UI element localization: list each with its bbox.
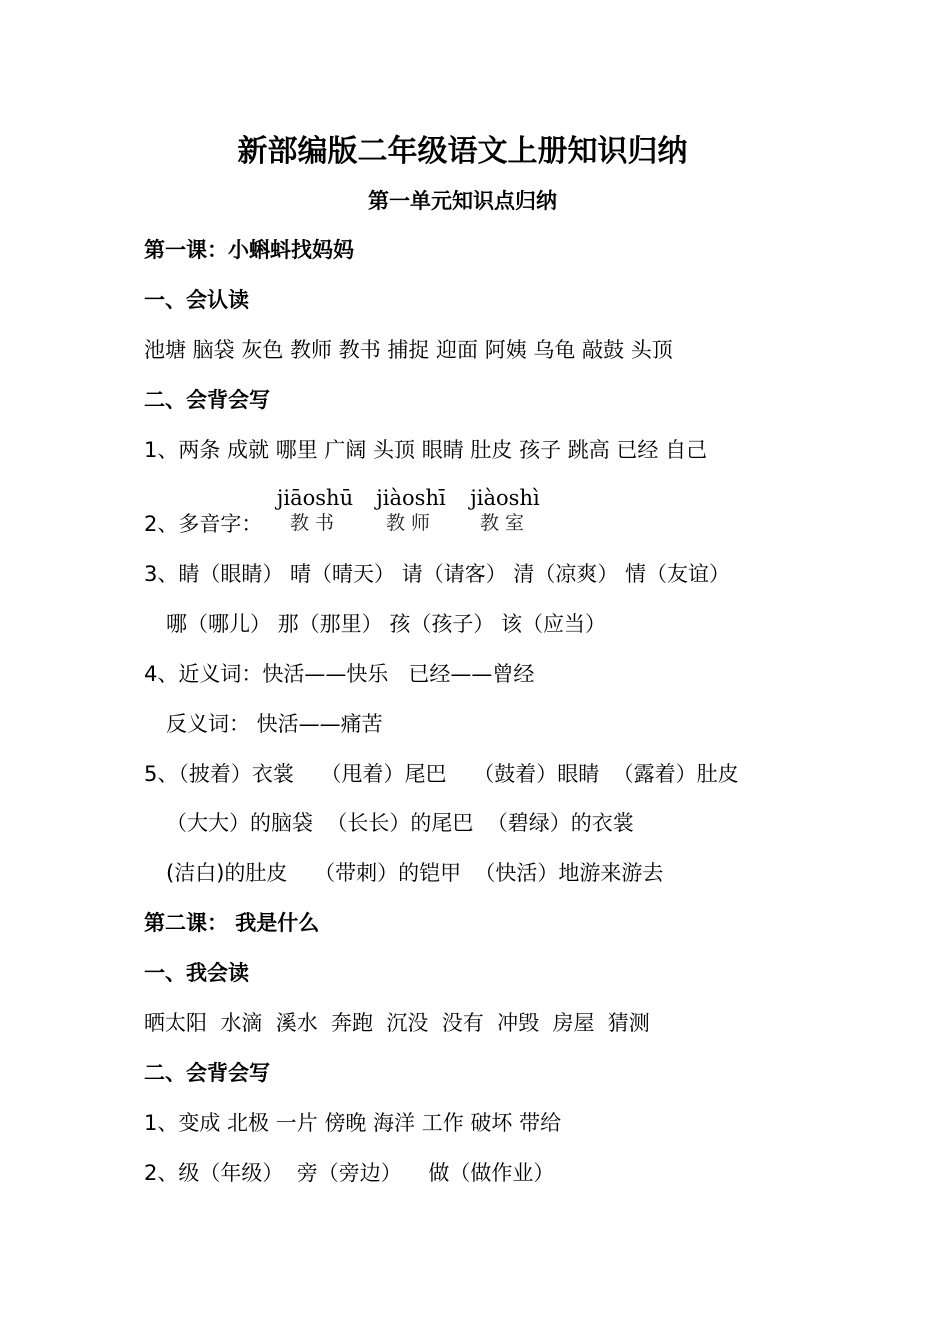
lesson1-item5-line1: 5、（披着）衣裳 （甩着）尾巴 （鼓着）眼睛 （露着）肚皮 [144,762,739,786]
polyphone-chars: 教师 [385,512,436,534]
polyphone-pinyin: jiàoshì [470,486,540,510]
lesson1-item4-synonyms: 4、近义词：快活——快乐 已经——曾经 [144,662,535,686]
unit-title: 第一单元知识点归纳 [368,189,557,213]
lesson1-item1: 1、两条 成就 哪里 广阔 头顶 眼睛 肚皮 孩子 跳高 已经 自己 [144,438,708,462]
polyphone-entry [272,486,358,536]
lesson2-section-write-heading: 二、会背会写 [144,1061,270,1085]
lesson1-item5-line2: （大大）的脑袋 （长长）的尾巴 （碧绿）的衣裳 [166,811,634,835]
lesson2-heading: 第二课： 我是什么 [144,911,320,935]
lesson1-item4-antonyms: 反义词： 快活——痛苦 [166,712,383,736]
lesson1-item3-line1: 3、睛（眼睛） 晴（晴天） 请（请客） 清（凉爽） 情（友谊） [144,562,731,586]
polyphone-entry [464,486,546,536]
polyphone-entry [370,486,452,536]
lesson1-item3-line2: 哪（哪儿） 那（那里） 孩（孩子） 该（应当） [166,612,607,636]
lesson1-item5-line3: (洁白)的肚皮 （带刺）的铠甲 （快活）地游来游去 [166,861,664,885]
lesson1-section-read-heading: 一、会认读 [144,288,249,312]
document-title: 新部编版二年级语文上册知识归纳 [237,134,688,169]
polyphone-pinyin: jiàoshī [376,486,446,510]
polyphone-chars: 教室 [479,512,530,534]
lesson1-heading: 第一课：小蝌蚪找妈妈 [144,238,354,262]
lesson2-item2: 2、级（年级） 旁（旁边） 做（做作业） [144,1161,555,1185]
lesson2-section-read-heading: 一、我会读 [144,961,249,985]
polyphone-pinyin: jiāoshū [276,486,354,510]
lesson1-read-words: 池塘 脑袋 灰色 教师 教书 捕捉 迎面 阿姨 乌龟 敲鼓 头顶 [144,338,673,362]
lesson2-item1: 1、变成 北极 一片 傍晚 海洋 工作 破坏 带给 [144,1111,562,1135]
lesson1-item2-label: 2、多音字： [144,512,263,536]
polyphone-chars: 教书 [289,512,340,534]
lesson1-section-write-heading: 二、会背会写 [144,388,270,412]
lesson2-read-words: 晒太阳 水滴 溪水 奔跑 沉没 没有 冲毁 房屋 猜测 [144,1011,650,1035]
